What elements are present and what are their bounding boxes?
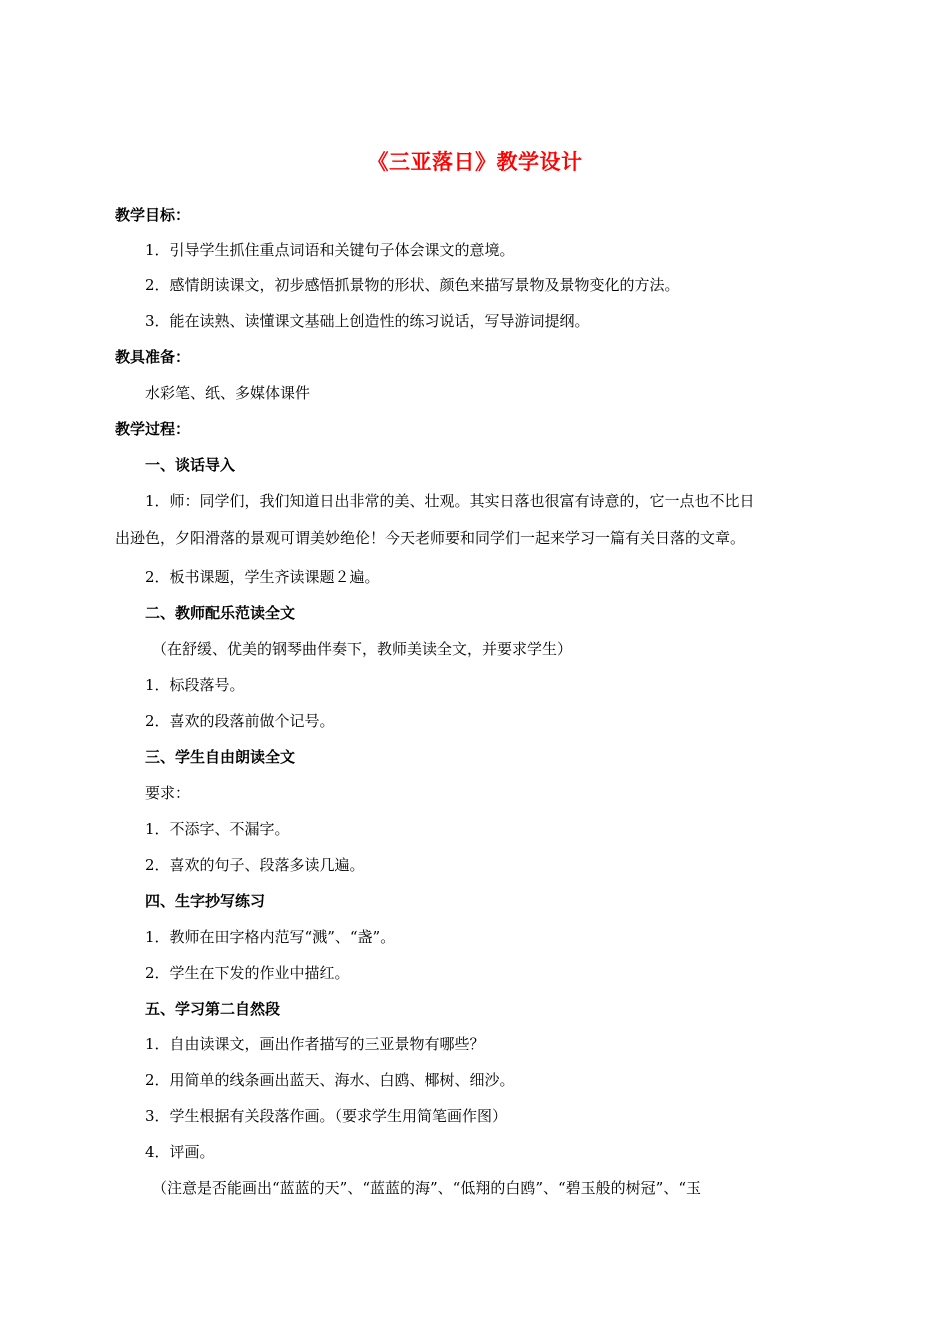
section-4-item-1: 1．教师在田字格内范写“溅”、“盏”。: [145, 928, 396, 946]
goals-heading: 教学目标：: [115, 206, 191, 224]
section-5-note: （注意是否能画出“蓝蓝的天”、“蓝蓝的海”、“低翔的白鸥”、“碧玉般的树冠”、“玉: [152, 1179, 702, 1197]
section-2-item-1: 1．标段落号。: [145, 676, 245, 694]
section-2-item-2: 2．喜欢的段落前做个记号。: [145, 712, 335, 730]
section-3-item-2: 2．喜欢的句子、段落多读几遍。: [145, 856, 365, 874]
document-title: 《三亚落日》教学设计: [367, 150, 583, 174]
section-5-item-4: 4．评画。: [145, 1143, 215, 1161]
section-4-item-2: 2．学生在下发的作业中描红。: [145, 964, 350, 982]
goal-item-2: 2．感情朗读课文，初步感悟抓景物的形状、颜色来描写景物及景物变化的方法。: [145, 276, 680, 294]
goal-item-3: 3．能在读熟、读懂课文基础上创造性的练习说话，写导游词提纲。: [145, 312, 590, 330]
section-2-heading: 二、教师配乐范读全文: [145, 604, 296, 622]
section-3-item-1: 1．不添字、不漏字。: [145, 820, 290, 838]
section-5-heading: 五、学习第二自然段: [145, 1000, 281, 1018]
goal-item-1: 1．引导学生抓住重点词语和关键句子体会课文的意境。: [145, 241, 515, 259]
tools-heading: 教具准备：: [115, 348, 191, 366]
section-1-paragraph-2: 2．板书课题，学生齐读课题２遍。: [145, 568, 380, 586]
section-3-requirement-label: 要求：: [145, 784, 191, 802]
process-heading: 教学过程：: [115, 420, 191, 438]
section-5-item-3: 3．学生根据有关段落作画。（要求学生用简笔画作图）: [145, 1107, 508, 1125]
section-4-heading: 四、生字抄写练习: [145, 892, 266, 910]
section-2-note: （在舒缓、优美的钢琴曲伴奏下，教师美读全文，并要求学生）: [152, 640, 573, 658]
section-1-paragraph-1-line-1: 1．师：同学们，我们知道日出非常的美、壮观。其实日落也很富有诗意的，它一点也不比日: [145, 492, 755, 510]
section-3-heading: 三、学生自由朗读全文: [145, 748, 296, 766]
section-1-paragraph-1: [115, 491, 840, 548]
section-1-paragraph-1-line-2: 出逊色，夕阳滑落的景观可谓美妙绝伦！今天老师要和同学们一起来学习一篇有关日落的文章。: [115, 529, 746, 547]
section-5-item-1: 1．自由读课文，画出作者描写的三亚景物有哪些？: [145, 1035, 485, 1053]
tools-text: 水彩笔、纸、多媒体课件: [145, 384, 311, 402]
section-5-item-2: 2．用简单的线条画出蓝天、海水、白鸥、椰树、细沙。: [145, 1071, 515, 1089]
section-1-heading: 一、谈话导入: [145, 456, 236, 474]
